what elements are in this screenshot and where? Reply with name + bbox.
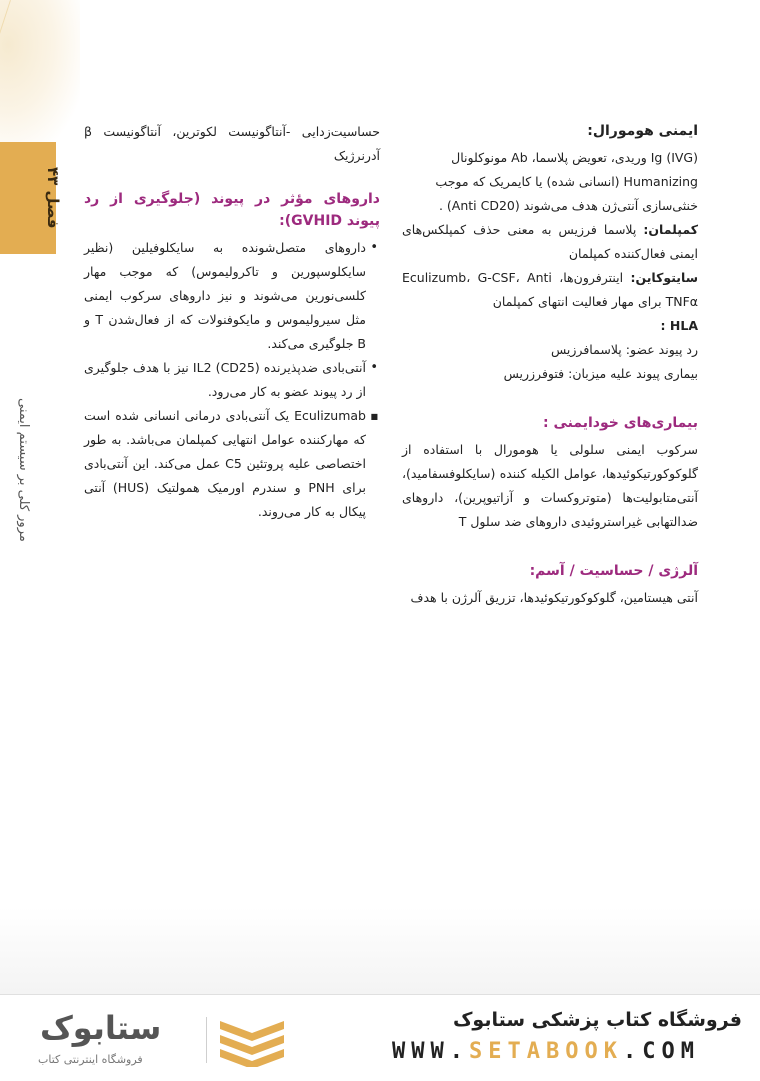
chapter-subtitle: مرور کلی بر سیستم ایمنی	[16, 398, 31, 542]
hla-label: HLA :	[660, 318, 698, 333]
humoral-line-1: Ig (IVG) وریدی، تعویض پلاسما، Ab مونوکلونال	[451, 150, 698, 165]
url-suffix: .COM	[622, 1039, 700, 1064]
store-name: فروشگاه کتاب پزشکی ستابوک	[452, 1009, 742, 1031]
humoral-line-3: خنثی‌سازی آنتی‌ژن هدف می‌شوند (Anti CD20) .	[438, 198, 698, 213]
chapter-label: فصل ۴۳	[44, 167, 62, 229]
allergy-heading: آلرژی / حساسیت / آسم:	[529, 563, 698, 579]
logo-tagline: فروشگاه اینترنتی کتاب	[38, 1053, 143, 1066]
logo-divider	[206, 1017, 207, 1063]
gvhd-list	[84, 236, 380, 524]
complement-label: کمپلمان:	[643, 222, 698, 237]
list-item: ■ Eculizumab یک آنتی‌بادی درمانی انسانی شده است که مهارکننده عوامل انتهایی کمپلمان می‌باشد. به طور اختصاصی علیه پروتئین C5 عمل می‌کند. این آنتی‌بادی برای PNH و سندرم اورمیک همولتیک (HUS) آنتی پیکال به کار می‌روند.	[84, 404, 366, 524]
hla-line-2: بیماری پیوند علیه میزبان: فتوفرزریس	[503, 366, 698, 381]
continuation-text: حساسیت‌زدایی -آنتاگونیست لکوترین، آنتاگونیست β آدرنرژیک	[84, 124, 380, 163]
cytokine-paragraph	[402, 266, 698, 314]
allergy-text: آنتی هیستامین، گلوکوکورتیکوئیدها، تزریق آلرژن با هدف	[410, 590, 698, 605]
complement-paragraph	[402, 218, 698, 266]
url-brand: SETABOOK	[468, 1039, 623, 1064]
right-column	[402, 120, 698, 610]
humoral-heading: ایمنی هومورال:	[587, 123, 698, 139]
cytokine-label: سایتوکاین:	[630, 270, 698, 285]
list-item: • آنتی‌بادی ضدپذیرنده IL2 (CD25) نیز با هدف جلوگیری از رد پیوند عضو به کار می‌رود.	[84, 356, 366, 404]
list-item: • داروهای متصل‌شونده به سایکلوفیلین (نظیر سایکلوسپورین و تاکرولیموس) که موجب مهار کلسی‌نورین می‌شوند و نیز داروهای سرکوب ایمنی مثل سیرولیموس و مایکوفنولات که از فعال‌شدن T و B جلوگیری می‌کند.	[84, 236, 366, 356]
url-prefix: WWW.	[392, 1039, 469, 1064]
cytokine-text: اینترفرون‌ها، Eculizumb، G-CSF، Anti TNFα برای مهار فعالیت انتهای کمپلمان	[402, 270, 698, 309]
autoimmune-text: سرکوب ایمنی سلولی یا هومورال با استفاده از گلوکوکورتیکوئیدها، عوامل الکیله کننده (سایکلوفسفامید)، آنتی‌متابولیت‌ها (متوتروکسات و آزاتیوپرین)، داروهای ضدالتهابی غیراستروئیدی داروهای ضد سلول T	[402, 442, 698, 529]
logo-wordmark: ستابوک	[40, 1009, 162, 1047]
store-url[interactable]	[392, 1039, 700, 1064]
humoral-line-2: Humanizing (انسانی شده) یا کایمریک که موجب	[435, 174, 698, 189]
logo-chevron-icon	[216, 1013, 288, 1067]
autoimmune-heading: بیماری‌های خودایمنی :	[542, 415, 698, 431]
gvhd-heading: داروهای مؤثر در پیوند (جلوگیری از رد پیوند GVHID):	[84, 191, 380, 229]
left-column	[84, 120, 380, 524]
corner-decoration	[0, 0, 80, 150]
footer-banner	[0, 994, 760, 1081]
hla-line-1: رد پیوند عضو: پلاسمافرزیس	[550, 342, 698, 357]
complement-text: پلاسما فرزیس به معنی حذف کمپلکس‌های ایمنی فعال‌کننده کمپلمان	[402, 222, 698, 261]
